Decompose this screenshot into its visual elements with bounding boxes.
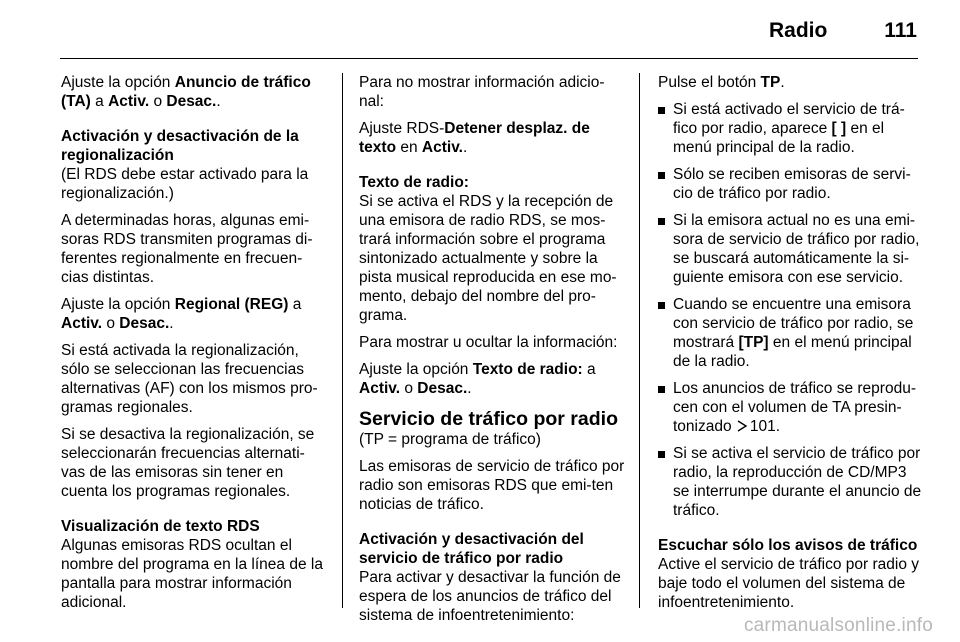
square-bullet-icon [658, 218, 665, 225]
section-heading-traffic-service: Servicio de tráfico por radio [359, 408, 618, 430]
page-reference-link[interactable]: 101. [749, 418, 781, 435]
paragraph-regional-programs: A determinadas horas, algunas emi-soras RDS transmiten programas di-ferentes regionalmente en frecuen-cias distintas. [61, 212, 313, 286]
paragraph-tp-definition: (TP = programa de tráfico) [359, 431, 541, 448]
paragraph-ta-option: Ajuste la opción Anuncio de tráfico (TA) a Activ. o Desac.. [61, 74, 311, 110]
paragraph-traffic-activation: Para activar y desactivar la función de espera de los anuncios de tráfico del sistema de infoentretenimiento: [359, 569, 621, 624]
paragraph-reg-enabled: Si está activada la regionalización, sólo se seleccionan las frecuencias alternativas (AF) con los mismos pro-gramas regionales. [61, 342, 318, 416]
square-bullet-icon [658, 386, 665, 393]
square-bullet-icon [658, 302, 665, 309]
page-header [0, 0, 960, 60]
column-2 [359, 73, 627, 633]
paragraph-rds-text: Algunas emisoras RDS ocultan el nombre del programa en la línea de la pantalla para mostrar información adicional. [61, 537, 323, 611]
paragraph-radio-text: Si se activa el RDS y la recepción de una emisora de radio RDS, se mos-trará información sobre el programa sintonizado actualmente y sobre la pista musical reproducida en ese mo-mento, debajo del nombre del pro-grama. [359, 193, 617, 324]
column-3 [658, 73, 923, 620]
paragraph-radio-text-option: Ajuste la opción Texto de radio: a Activ. o Desac.. [359, 361, 596, 397]
list-item: Sólo se reciben emisoras de servi-cio de tráfico por radio. [658, 165, 923, 203]
list-item: Si está activado el servicio de trá-fico por radio, aparece [ ] en el menú principal de la radio. [658, 100, 923, 157]
paragraph-stop-scroll: Ajuste RDS-Detener desplaz. de texto en Activ.. [359, 120, 590, 156]
header-rule [60, 58, 918, 59]
page-reference-arrow-icon [736, 420, 748, 432]
paragraph-hide-info: Para no mostrar información adicio-nal: [359, 74, 605, 110]
watermark: carmanualsonline.info [743, 615, 933, 636]
bullet-list [658, 100, 923, 520]
paragraph-tp-stations: Las emisoras de servicio de tráfico por radio son emisoras RDS que emi-ten noticias de tráfico. [359, 458, 625, 513]
subheading-rds-text: Visualización de texto RDS [61, 518, 260, 535]
page-section-title: Radio [769, 19, 828, 42]
subheading-traffic-only: Escuchar sólo los avisos de tráfico [658, 537, 918, 554]
column-divider-2 [639, 73, 640, 608]
paragraph-reg-option: Ajuste la opción Regional (REG) a Activ. o Desac.. [61, 296, 302, 332]
paragraph-rds-note: (El RDS debe estar activado para la regionalización.) [61, 166, 309, 202]
subheading-traffic-activation: Activación y desactivación del servicio de tráfico por radio [359, 531, 584, 567]
subheading-regionalization: Activación y desactivación de la regionalización [61, 128, 299, 164]
square-bullet-icon [658, 172, 665, 179]
paragraph-toggle-info: Para mostrar u ocultar la información: [359, 334, 618, 351]
square-bullet-icon [658, 451, 665, 458]
column-divider-1 [342, 73, 343, 608]
subheading-radio-text: Texto de radio: [359, 174, 469, 191]
column-1 [61, 73, 328, 620]
paragraph-traffic-only: Active el servicio de tráfico por radio y baje todo el volumen del sistema de infoentretenimiento. [658, 556, 920, 611]
list-item: Los anuncios de tráfico se reprodu-cen con el volumen de TA presin-tonizado 101. [658, 379, 923, 436]
square-bullet-icon [658, 107, 665, 114]
list-item: Si la emisora actual no es una emi-sora de servicio de tráfico por radio, se buscará automáticamente la si-guiente emisora con ese servicio. [658, 211, 923, 287]
list-item: Si se activa el servicio de tráfico por radio, la reproducción de CD/MP3 se interrumpe durante el anuncio de tráfico. [658, 444, 923, 520]
paragraph-reg-disabled: Si se desactiva la regionalización, se seleccionarán frecuencias alternati-vas de las emisoras sin tener en cuenta los programas regionales. [61, 426, 315, 500]
list-item: Cuando se encuentre una emisora con servicio de tráfico por radio, se mostrará [TP] en el menú principal de la radio. [658, 295, 923, 371]
page-number: 111 [884, 19, 917, 42]
paragraph-press-tp: Pulse el botón TP. [658, 74, 785, 91]
